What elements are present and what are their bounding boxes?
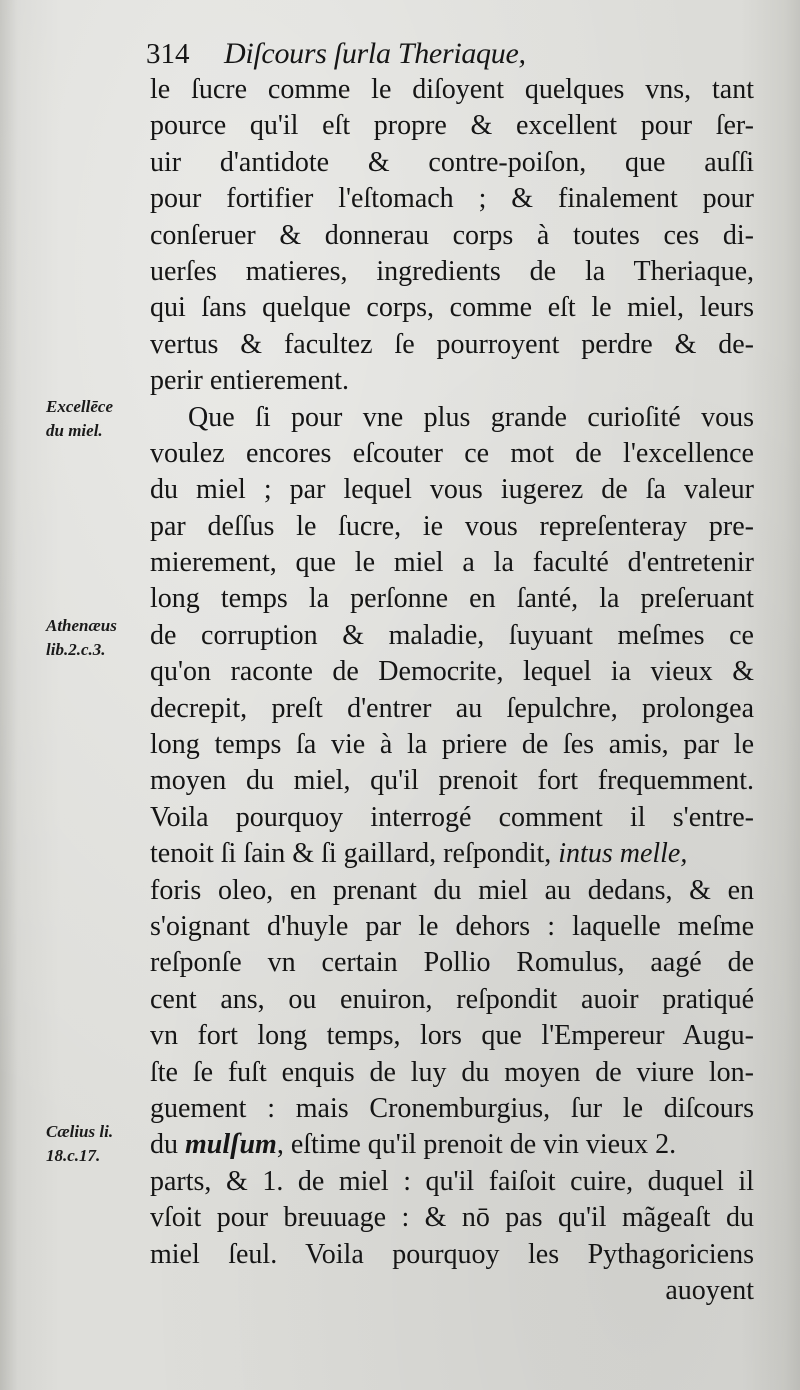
text-line: qui ſans quelque corps, comme eſt le miel, leurs — [150, 292, 754, 324]
text-line: le ſucre comme le diſoyent quelques vns, tant — [150, 74, 754, 105]
text-line: Que ſi pour vne plus grande curioſité vous — [188, 401, 754, 433]
margin-note-line: du miel. — [46, 421, 103, 440]
latin-quote: intus melle, — [558, 838, 688, 870]
text-line: reſponſe vn certain Pollio Romulus, aagé de — [150, 947, 754, 979]
text-line: uir d'antidote & contre-poiſon, que auſſi — [150, 146, 754, 178]
text-line: pource qu'il eſt propre & excellent pour ſer- — [150, 110, 754, 142]
text-line: long temps ſa vie à la priere de ſes amis, par le — [150, 729, 754, 761]
margin-note-line: 18.c.17. — [46, 1146, 101, 1165]
text-line: moyen du miel, qu'il prenoit fort frequemment. — [150, 765, 754, 797]
text-line: cent ans, ou enuiron, reſpondit auoir pratiqué — [150, 983, 754, 1015]
text-line — [150, 873, 754, 909]
text-line: Voila pourquoy interrogé comment il s'entre- — [150, 801, 754, 833]
mulsum-word: mulſum — [185, 1129, 277, 1161]
text-line-with-mulsum — [150, 1127, 754, 1163]
text-line: vn fort long temps, lors que l'Empereur Augu- — [150, 1020, 754, 1052]
text-line: decrepit, preſt d'entrer au ſepulchre, prolongea — [150, 692, 754, 724]
margin-note-line: Cælius li. — [46, 1122, 114, 1141]
text-line-with-latin — [150, 836, 754, 872]
text-segment: foris oleo, en prenant du miel au dedans, & en — [150, 874, 754, 906]
running-head: Diſcours ſurla Theriaque, — [224, 37, 526, 70]
catchword: auoyent — [665, 1274, 754, 1306]
page-number: 314 — [146, 38, 190, 70]
text-line: par deſſus le ſucre, ie vous repreſenteray pre- — [150, 510, 754, 542]
text-line: parts, & 1. de miel : qu'il faiſoit cuire, duquel il — [150, 1165, 754, 1197]
margin-note-athenaeus — [46, 614, 146, 662]
text-line: pour fortifier l'eſtomach ; & finalement pour — [150, 183, 754, 215]
margin-note-caelius — [46, 1120, 146, 1168]
text-line: de corruption & maladie, ſuyuant meſmes ce — [150, 619, 754, 651]
margin-note-line: Athenæus — [46, 616, 117, 635]
text-line: mierement, que le miel a la faculté d'entretenir — [150, 547, 754, 579]
margin-note-line: Excellēce — [46, 397, 114, 416]
text-line: perir entierement. — [150, 365, 350, 397]
margin-notes — [0, 0, 145, 1390]
text-line: ſte ſe fuſt enquis de luy du moyen de viure lon- — [150, 1056, 754, 1088]
text-segment: tenoit ſi ſain & ſi gaillard, reſpondit, — [150, 838, 552, 870]
text-line: voulez encores eſcouter ce mot de l'excellence — [150, 437, 754, 469]
text-segment: , eſtime qu'il prenoit de vin vieux 2. — [276, 1129, 677, 1161]
text-line: long temps la perſonne en ſanté, la preſeruant — [150, 583, 754, 615]
text-line: conſeruer & donnerau corps à toutes ces di- — [150, 219, 754, 251]
text-line: vertus & facultez ſe pourroyent perdre & de- — [150, 328, 754, 360]
text-line: guement : mais Cronemburgius, ſur le diſcours — [150, 1092, 754, 1124]
text-line: du miel ; par lequel vous iugerez de ſa valeur — [150, 474, 754, 506]
text-segment: du — [150, 1129, 178, 1161]
text-line: qu'on raconte de Democrite, lequel ia vieux & — [150, 656, 754, 688]
text-line: s'oignant d'huyle par le dehors : laquelle meſme — [150, 910, 754, 942]
margin-note-excellence — [46, 395, 146, 443]
margin-note-line: lib.2.c.3. — [46, 640, 106, 659]
text-line: uerſes matieres, ingredients de la Theriaque, — [150, 255, 754, 287]
text-line: miel ſeul. Voila pourquoy les Pythagoriciens — [150, 1238, 754, 1270]
body-text — [150, 72, 754, 1309]
text-line: vſoit pour breuuage : & nō pas qu'il mãgeaſt du — [150, 1202, 754, 1234]
